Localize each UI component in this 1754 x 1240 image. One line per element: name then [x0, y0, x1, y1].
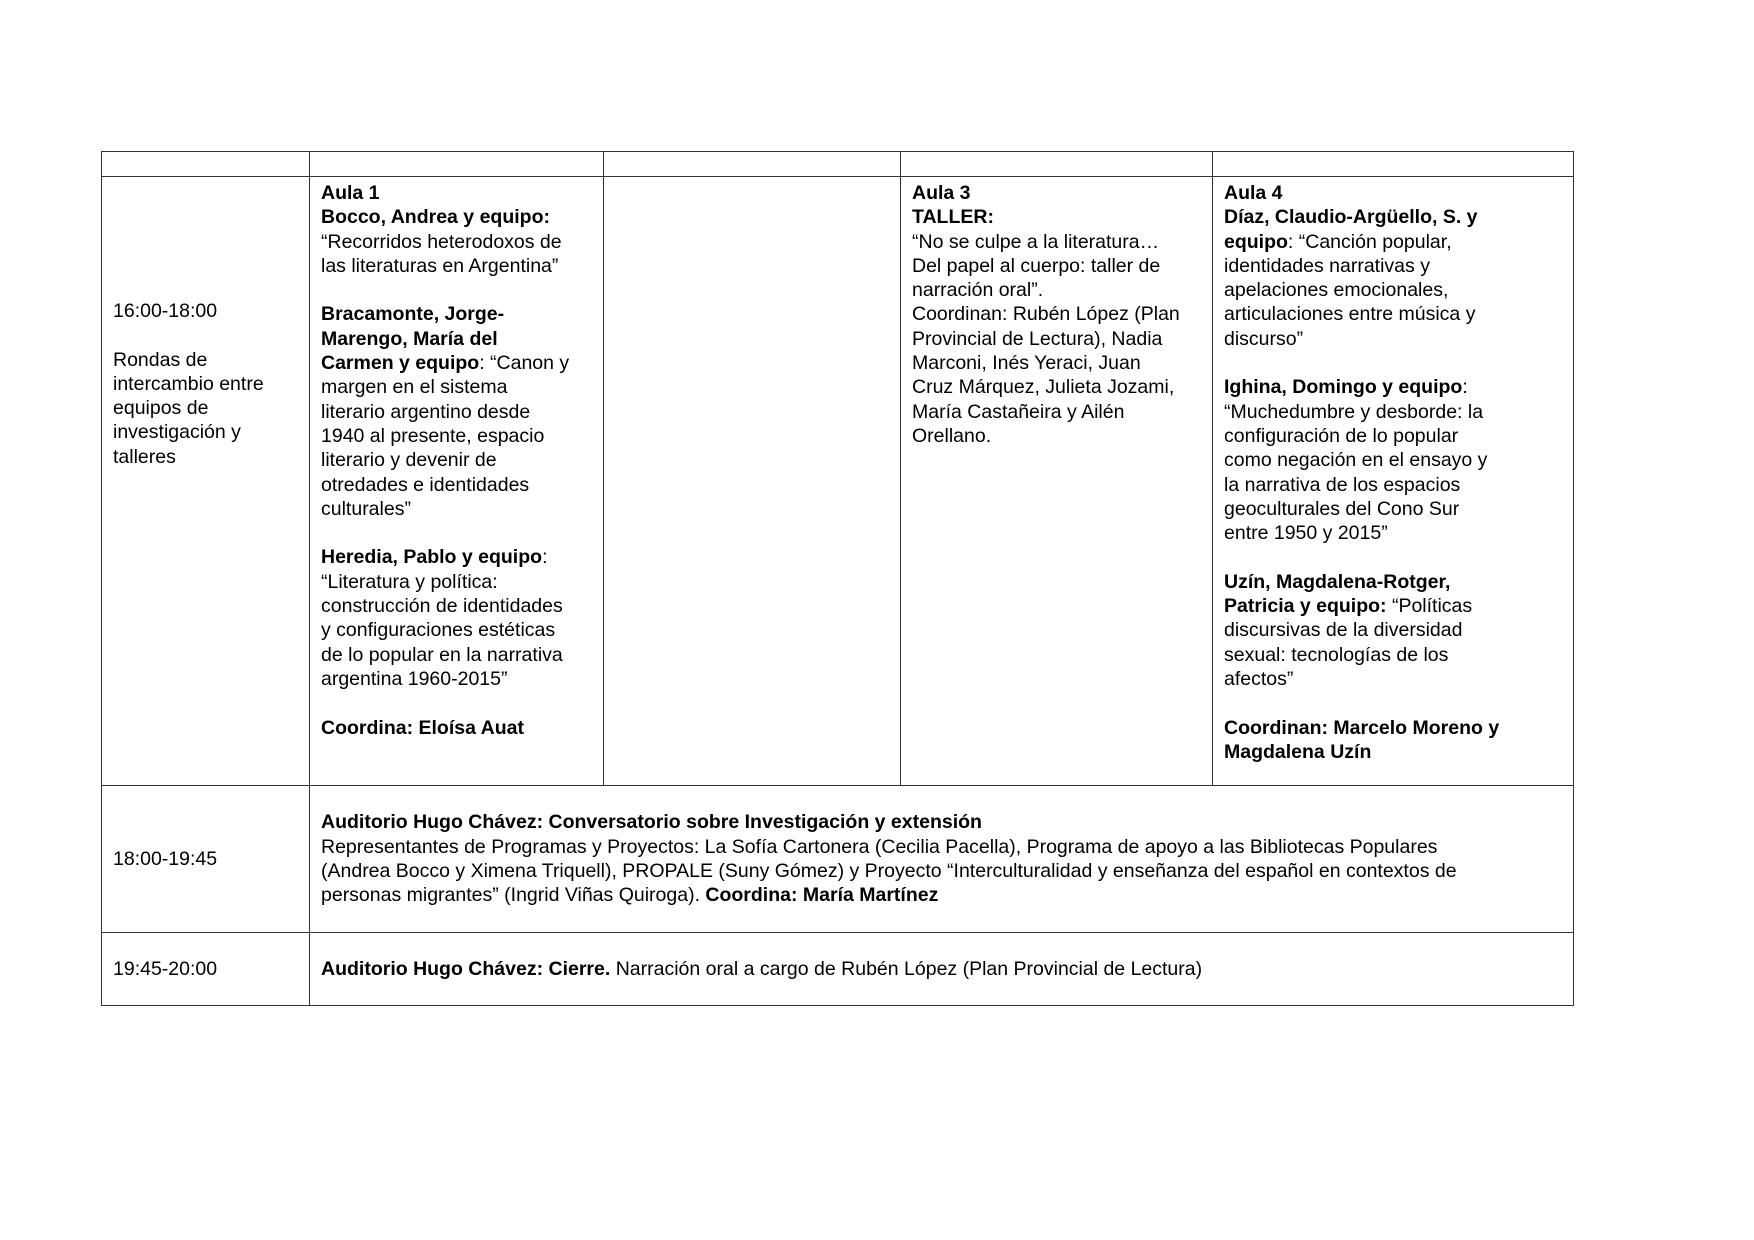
project-title-line: “Literatura y política:	[321, 570, 498, 593]
project-title-line: las literaturas en Argentina”	[321, 254, 559, 277]
empty-cell	[604, 177, 901, 786]
project-title-line: “Muchedumbre y desborde: la	[1224, 400, 1484, 423]
aula3-cell	[901, 177, 1213, 786]
time-cell	[102, 177, 310, 786]
session-heading: Auditorio Hugo Chávez: Conversatorio sobre Investigación y extensión	[321, 811, 982, 834]
header-row	[102, 152, 1574, 177]
program-schedule-table	[101, 151, 1574, 1006]
team-names: Bocco, Andrea y equipo:	[321, 206, 550, 229]
activity-line: equipos de	[113, 397, 209, 420]
coordinator-label: Coordina: María Martínez	[705, 884, 939, 907]
time-cell	[102, 786, 310, 933]
project-title-line: margen en el sistema	[321, 376, 508, 399]
team-names: Díaz, Claudio-Argüello, S. y	[1224, 206, 1478, 229]
schedule-row-18-1945	[102, 786, 1574, 933]
project-title-line: discurso”	[1224, 327, 1304, 350]
project-title-line: afectos”	[1224, 667, 1294, 690]
session-text-line: (Andrea Bocco y Ximena Triquell), PROPALE (Suny Gómez) y Proyecto “Interculturalidad y enseñanza del español en contextos de	[321, 860, 1457, 882]
session-heading: Auditorio Hugo Chávez: Cierre.	[321, 957, 611, 980]
time-label: 16:00-18:00	[113, 300, 218, 322]
project-title-line: discursivas de la diversidad	[1224, 619, 1463, 642]
project-title-line: como negación en el ensayo y	[1224, 449, 1488, 472]
empty-cell	[604, 152, 901, 177]
time-cell	[102, 933, 310, 1006]
coordinator-label: Coordina: Eloísa Auat	[321, 716, 524, 739]
room-label: Aula 3	[912, 182, 971, 204]
team-names: Carmen y equipo	[321, 352, 480, 375]
workshop-line: Del papel al cuerpo: taller de	[912, 254, 1161, 277]
project-title-line: culturales”	[321, 497, 411, 520]
workshop-line: “No se culpe a la literatura…	[912, 230, 1160, 253]
empty-cell	[102, 152, 310, 177]
project-title-line: identidades narrativas y	[1224, 254, 1430, 277]
team-names: Heredia, Pablo y equipo	[321, 546, 543, 569]
time-label: 18:00-19:45	[113, 847, 218, 870]
project-title-start: : “Canon y	[479, 352, 570, 375]
workshop-line: narración oral”.	[912, 279, 1044, 302]
team-names: equipo	[1224, 230, 1288, 253]
project-title-line: otredades e identidades	[321, 473, 530, 496]
team-names: Patricia y equipo:	[1224, 595, 1387, 618]
activity-line: investigación y	[113, 421, 241, 444]
team-names: Bracamonte, Jorge-	[321, 303, 505, 326]
workshop-line: Marconi, Inés Yeraci, Juan	[912, 352, 1141, 375]
room-label: Aula 4	[1224, 182, 1283, 204]
project-title-line: construcción de identidades	[321, 595, 563, 618]
project-title-start: “Políticas	[1386, 595, 1473, 618]
empty-cell	[901, 152, 1213, 177]
project-title-line: entre 1950 y 2015”	[1224, 522, 1388, 545]
coordinator-label: Coordinan: Marcelo Moreno y	[1224, 716, 1500, 739]
project-title-line: articulaciones entre música y	[1224, 303, 1476, 326]
empty-cell	[310, 152, 604, 177]
project-title-line: “Recorridos heterodoxos de	[321, 230, 562, 253]
project-title-line: literario y devenir de	[321, 449, 497, 472]
project-title-line: literario argentino desde	[321, 400, 531, 423]
workshop-line: Orellano.	[912, 424, 992, 447]
aula4-cell: Aula 4 Díaz, Claudio-Argüello, S. y equipo: “Canción popular, identidades narrativas y apelaciones emocionales, articulaciones entre música y discurso” Ighina, Domingo y equipo: “Muchedumbre y desborde: la configuración de lo popular como negación en el ensayo y la narrativa de los espacios geoculturales del Cono Sur entre 1950 y 2015” Uzín, Magdalena-Rotger, Patricia y equipo: “Políticas discursivas de la diversidad sexual: tecnologías de los afectos” Coordinan: Marcelo Moreno y Magdalena Uzín	[1213, 177, 1574, 786]
team-names: Ighina, Domingo y equipo	[1224, 376, 1463, 399]
schedule-row-16-18	[102, 177, 1574, 786]
closing-cell	[310, 933, 1574, 1006]
room-label: Aula 1	[321, 182, 380, 204]
session-text-line: Narración oral a cargo de Rubén López (Plan Provincial de Lectura)	[610, 957, 1203, 980]
project-title-line: apelaciones emocionales,	[1224, 279, 1449, 302]
team-names: Uzín, Magdalena-Rotger,	[1224, 570, 1451, 593]
schedule-row-1945-20	[102, 933, 1574, 1006]
project-title-line: configuración de lo popular	[1224, 424, 1459, 447]
project-title-line: geoculturales del Cono Sur	[1224, 497, 1460, 520]
conversatorio-cell	[310, 786, 1574, 933]
project-title-line: de lo popular en la narrativa	[321, 643, 563, 666]
empty-cell	[1213, 152, 1574, 177]
project-title-start: : “Canción popular,	[1287, 230, 1452, 253]
project-title-line: la narrativa de los espacios	[1224, 473, 1461, 496]
activity-line: Rondas de	[113, 348, 208, 371]
project-title-line: argentina 1960-2015”	[321, 667, 508, 690]
activity-line: intercambio entre	[113, 372, 264, 395]
project-title-line: 1940 al presente, espacio	[321, 424, 545, 447]
session-text-line: Representantes de Programas y Proyectos: La Sofía Cartonera (Cecilia Pacella), Programa de apoyo a las Bibliotecas Populares	[321, 835, 1438, 858]
project-title-line: sexual: tecnologías de los	[1224, 643, 1449, 666]
coordinator-label: Magdalena Uzín	[1224, 740, 1372, 763]
workshop-line: Provincial de Lectura), Nadia	[912, 327, 1163, 350]
workshop-line: Cruz Márquez, Julieta Jozami,	[912, 376, 1175, 399]
workshop-label: TALLER:	[912, 206, 994, 229]
aula1-cell: Aula 1 Bocco, Andrea y equipo: “Recorridos heterodoxos de las literaturas en Argentina” Bracamonte, Jorge- Marengo, María del Carmen y equipo: “Canon y margen en el sistema literario argentino desde 1940 al presente, espacio literario y devenir de otredades e identidades culturales” Heredia, Pablo y equipo: “Literatura y política: construcción de identidades y configuraciones estéticas de lo popular en la narrativa argentina 1960-2015” Coordina: Eloísa Auat	[310, 177, 604, 786]
activity-line: talleres	[113, 445, 176, 468]
team-names: Marengo, María del	[321, 327, 498, 350]
project-title-line: y configuraciones estéticas	[321, 619, 556, 642]
session-text-line: personas migrantes” (Ingrid Viñas Quiroga).	[321, 884, 706, 907]
workshop-line: Coordinan: Rubén López (Plan	[912, 303, 1180, 326]
time-label: 19:45-20:00	[113, 957, 218, 980]
workshop-line: María Castañeira y Ailén	[912, 400, 1125, 423]
